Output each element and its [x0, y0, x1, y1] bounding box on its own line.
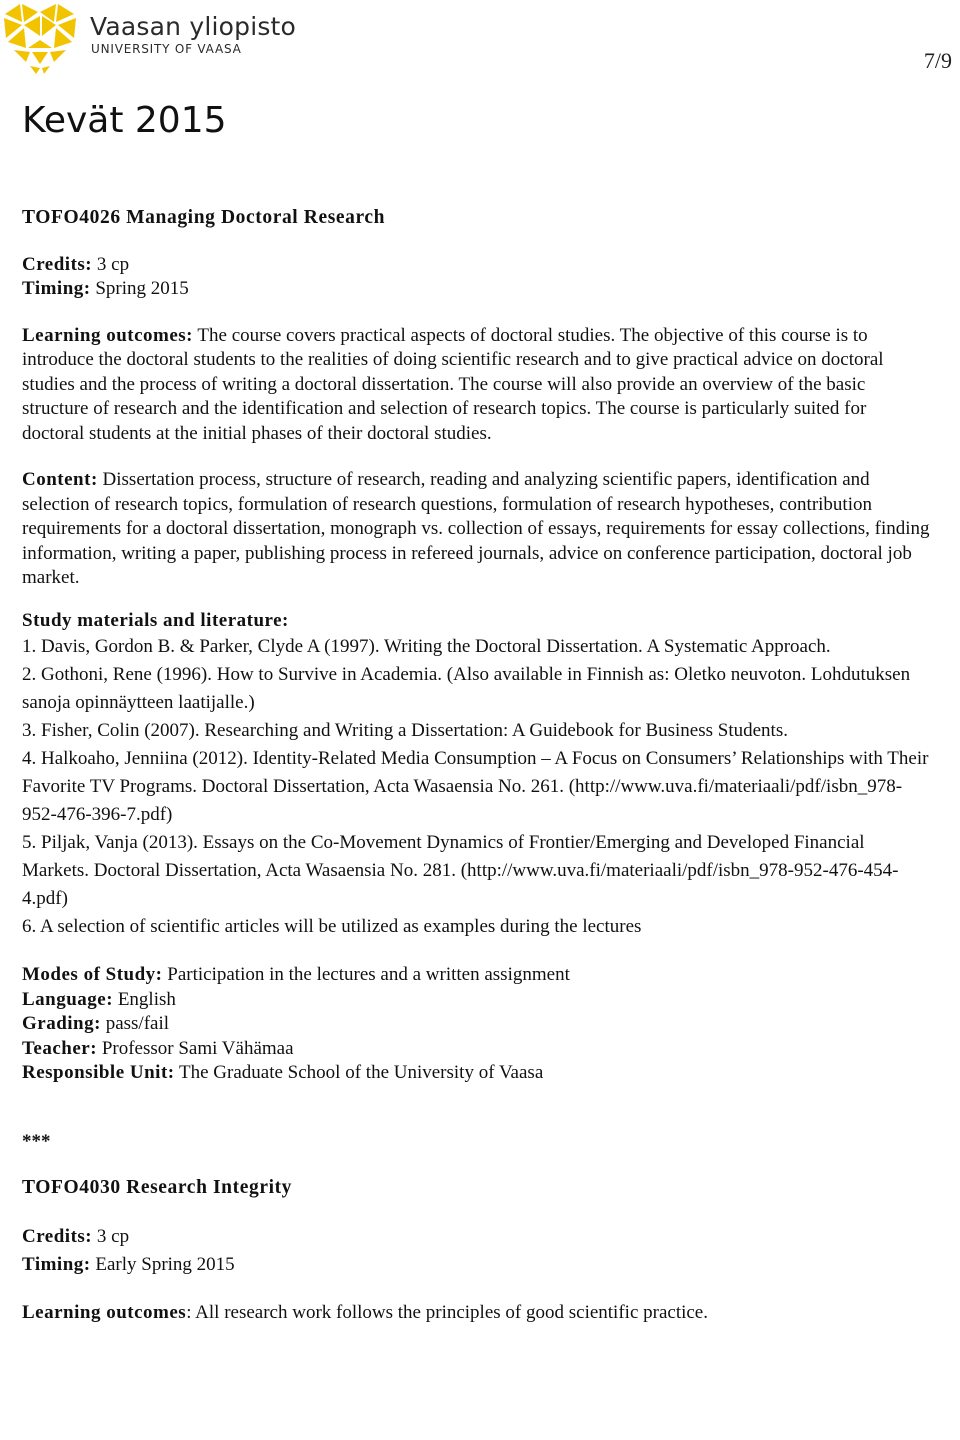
outcomes-text: The course covers practical aspects of doctoral studies. The objective of this course is to introduce the doctoral students to the realities of doing scientific research and to give practical advice on doctoral studies and the process of writing a doctoral dissertation. The course will also provide an overview of the basic structure of research and the identification and selection of research topics. The course is particularly suited for doctoral students at the initial phases of their doctoral studies. — [22, 324, 884, 444]
reference-item: 3. Fisher, Colin (2007). Researching and Writing a Dissertation: A Guidebook for Business Students. — [22, 720, 788, 741]
credits-line — [22, 253, 932, 278]
course-title: TOFO4026 Managing Doctoral Research — [22, 207, 386, 228]
teacher-line — [22, 1037, 932, 1062]
outcomes-text: : All research work follows the principles of good scientific practice. — [186, 1301, 708, 1323]
credits-line — [22, 1223, 932, 1251]
modes-line — [22, 963, 932, 988]
logo-name: Vaasan yliopisto — [90, 12, 297, 41]
timing-value: Early Spring 2015 — [90, 1253, 235, 1275]
page-number: 7/9 — [923, 48, 952, 73]
learning-outcomes — [22, 1301, 932, 1326]
modes-value: Participation in the lectures and a written assignment — [162, 964, 570, 985]
credits-label: Credits: — [22, 253, 93, 275]
grading-value: pass/fail — [100, 1013, 170, 1034]
reference-item: 4. Halkoaho, Jenniina (2012). Identity-Related Media Consumption – A Focus on Consumers’ Relationships with Their Favorite TV Programs. Doctoral Dissertation, Acta Wasaensia No. 261. (http://www.uva.fi/materiaali/pdf/isbn_978-952-476-396-7.pdf) — [22, 748, 929, 825]
unit-value: The Graduate School of the University of Vaasa — [174, 1062, 544, 1083]
section-separator: *** — [22, 1130, 51, 1152]
teacher-value: Professor Sami Vähämaa — [97, 1037, 294, 1059]
content-label: Content: — [22, 469, 98, 490]
grading-line — [22, 1012, 932, 1037]
credits-label: Credits: — [22, 1225, 93, 1247]
timing-line — [22, 277, 932, 302]
grading-label: Grading: — [22, 1013, 101, 1034]
reference-item: 5. Piljak, Vanja (2013). Essays on the Co-Movement Dynamics of Frontier/Emerging and Developed Financial Markets. Doctoral Dissertation, Acta Wasaensia No. 281. (http://www.uva.fi/materiaali/pdf/isbn_978-952-476-454-4.pdf) — [22, 832, 899, 909]
materials-heading: Study materials and literature: — [22, 609, 289, 631]
timing-label: Timing: — [22, 1253, 91, 1275]
outcomes-label: Learning outcomes — [22, 1301, 187, 1323]
learning-outcomes — [22, 324, 932, 447]
unit-line — [22, 1061, 932, 1086]
timing-line — [22, 1251, 932, 1279]
timing-label: Timing: — [22, 278, 91, 299]
logo-subtitle: UNIVERSITY OF VAASA — [91, 42, 242, 56]
language-line — [22, 988, 932, 1013]
unit-label: Responsible Unit: — [22, 1062, 175, 1083]
timing-value: Spring 2015 — [90, 278, 189, 299]
outcomes-label: Learning outcomes: — [22, 324, 194, 346]
course-content — [22, 468, 932, 591]
modes-label: Modes of Study: — [22, 964, 163, 985]
page-title: Kevät 2015 — [22, 100, 227, 141]
course-title: TOFO4030 Research Integrity — [22, 1177, 293, 1198]
reference-item: 2. Gothoni, Rene (1996). How to Survive in Academia. (Also available in Finnish as: Oletko neuvoton. Lohdutuksen sanoja opinnäytteen laatijalle.) — [22, 664, 911, 713]
university-logo — [0, 0, 300, 76]
credits-value: 3 cp — [92, 253, 130, 275]
reference-item: 6. A selection of scientific articles will be utilized as examples during the lectures — [22, 916, 642, 937]
document-body — [22, 206, 932, 1325]
language-label: Language: — [22, 988, 114, 1010]
content-text: Dissertation process, structure of research, reading and analyzing scientific papers, identification and selection of research topics, formulation of research questions, formulation of research hypotheses, contribution requirements for a doctoral dissertation, monograph vs. collection of essays, requirements for essay collections, finding information, writing a paper, publishing process in refereed journals, advice on conference participation, doctoral job market. — [22, 469, 930, 588]
reference-list — [22, 633, 932, 941]
reference-item: 1. Davis, Gordon B. & Parker, Clyde A (1997). Writing the Doctoral Dissertation. A Systematic Approach. — [22, 636, 831, 657]
credits-value: 3 cp — [92, 1225, 130, 1247]
teacher-label: Teacher: — [22, 1037, 98, 1059]
language-value: English — [113, 988, 176, 1010]
logo-heart-icon — [0, 0, 80, 76]
